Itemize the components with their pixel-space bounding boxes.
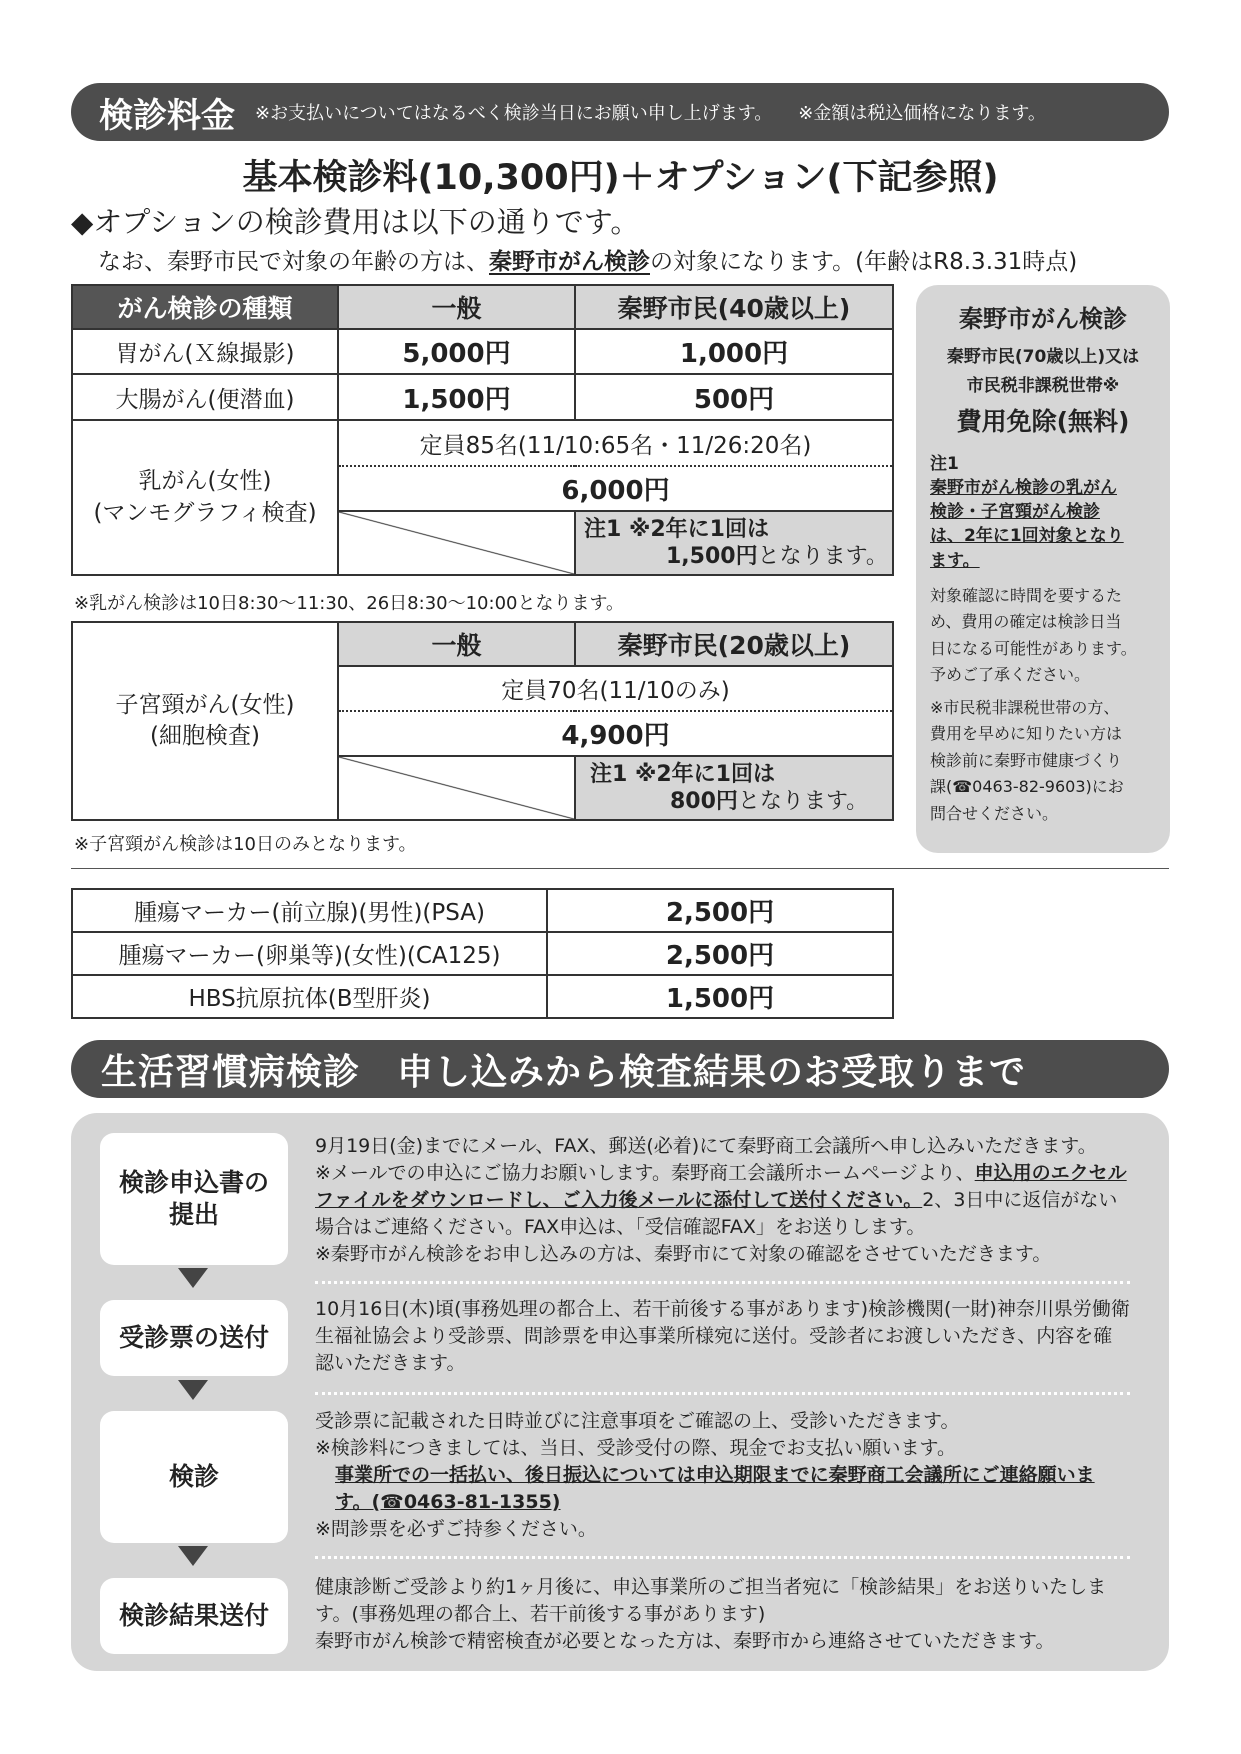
stomach-citizen-price: 1,000円 <box>575 329 893 374</box>
panel-p2-line3: 検診前に秦野市健康づくり <box>930 750 1123 770</box>
panel-note-line2: 検診・子宮頸がん検診 <box>930 502 1100 523</box>
citizen-note <box>98 243 1077 276</box>
arrow-down-icon <box>178 1380 208 1400</box>
step3-text <box>315 1408 1130 1543</box>
row-breast <box>72 420 338 575</box>
step-results: 検診結果送付 <box>100 1578 288 1654</box>
section-divider <box>71 868 1169 869</box>
step3-line2: ※検診料につきましては、当日、受診受付の際、現金でお支払い願います。 <box>315 1436 957 1459</box>
marker-ca125-price: 2,500円 <box>547 932 893 975</box>
marker-ca125: 腫瘍マーカー(卵巣等)(女性)(CA125) <box>72 932 547 975</box>
cervical-note <box>575 756 893 820</box>
step1-line2b: 2、3日中に返信がない場合はご連絡ください。FAX申込は、「受信確認FAX」をお送りします。 <box>315 1188 1118 1238</box>
breast-note-head: 注1 ※2年に1回は <box>584 516 769 542</box>
panel-p2-line1: ※市民税非課税世帯の方、 <box>930 697 1120 717</box>
panel-cond2: 市民税非課税世帯※ <box>966 376 1120 396</box>
panel-p2-line5: 問合せください。 <box>930 804 1059 823</box>
breast-capacity: 定員85名(11/10:65名・11/26:20名) <box>338 420 893 466</box>
city-screening-panel <box>916 285 1170 853</box>
fees-title: 検診料金 <box>99 95 235 136</box>
marker-hbs-price: 1,500円 <box>547 975 893 1018</box>
row-cervical <box>72 622 338 820</box>
cervical-method: (細胞検査) <box>150 723 260 749</box>
step4-text <box>315 1574 1130 1655</box>
step-separator <box>315 1281 1130 1284</box>
breast-note-price: 1,500円 <box>666 544 758 569</box>
panel-p2-line2: 費用を早めに知りたい方は <box>930 724 1123 744</box>
breast-name: 乳がん(女性) <box>138 468 272 495</box>
step3-line4: ※問診票を必ずご持参ください。 <box>315 1517 597 1540</box>
citizen-note-tail: の対象になります。(年齢はR8.3.31時点) <box>650 249 1078 275</box>
step1-text <box>315 1133 1130 1268</box>
step-separator <box>315 1556 1130 1559</box>
step1-line1: 9月19日(金)までにメール、FAX、郵送(必着)にて秦野商工会議所へ申し込みいただきます。 <box>315 1135 1097 1157</box>
step1-excel-instruction: 申込用のエクセルファイルをダウンロードし、ご入力後メールに添付して送付ください。 <box>315 1161 1127 1211</box>
panel-p1-line2: め、費用の確定は検診日当 <box>930 612 1122 632</box>
cervical-empty-cell <box>338 756 575 820</box>
arrow-down-icon <box>178 1268 208 1288</box>
flow-banner <box>71 1040 1169 1098</box>
cervical-note-head: 注1 ※2年に1回は <box>590 761 775 787</box>
step-separator <box>315 1392 1130 1395</box>
cervical-name: 子宮頸がん(女性) <box>115 691 295 718</box>
marker-psa-price: 2,500円 <box>547 889 893 932</box>
step1-line2a: ※メールでの申込にご協力お願いします。秦野商工会議所ホームページより、 <box>315 1161 975 1184</box>
step4-line2: 秦野市がん検診で精密検査が必要となった方は、秦野市から連絡させていただきます。 <box>315 1629 1055 1652</box>
step1-label-2: 提出 <box>168 1200 219 1229</box>
stomach-general-price: 5,000円 <box>338 329 575 374</box>
options-subhead: ◆オプションの検診費用は以下の通りです。 <box>71 205 640 239</box>
payment-note: ※お支払いについてはなるべく検診当日にお願い申し上げます。 <box>255 103 773 124</box>
breast-empty-cell <box>338 511 575 575</box>
cervical-price: 4,900円 <box>338 711 893 756</box>
fee-headline: 基本検診料(10,300円)＋オプション(下記参照) <box>242 158 999 198</box>
breast-footnote: ※乳がん検診は10日8:30～11:30、26日8:30～10:00となります。 <box>74 593 625 614</box>
markers-table <box>71 888 894 1019</box>
header-general: 一般 <box>338 285 575 329</box>
breast-note <box>575 511 893 575</box>
step1-label-1: 検診申込書の <box>118 1167 269 1197</box>
cervical-header-citizen: 秦野市民(20歳以上) <box>575 622 893 666</box>
panel-p1-line3: 日になる可能性があります。 <box>930 638 1137 658</box>
step1-line3: ※秦野市がん検診をお申し込みの方は、秦野市にて対象の確認をさせていただきます。 <box>315 1242 1052 1265</box>
row-colon: 大腸がん(便潜血) <box>72 374 338 420</box>
cervical-footnote: ※子宮頸がん検診は10日のみとなります。 <box>74 834 417 855</box>
panel-p1-line1: 対象確認に時間を要するた <box>930 585 1123 605</box>
panel-note-label: 注1 <box>930 454 959 474</box>
colon-general-price: 1,500円 <box>338 374 575 420</box>
breast-price: 6,000円 <box>338 466 893 511</box>
cervical-capacity: 定員70名(11/10のみ) <box>338 666 893 711</box>
header-citizen: 秦野市民(40歳以上) <box>575 285 893 329</box>
step-examination: 検診 <box>100 1411 288 1543</box>
step-ticket-send: 受診票の送付 <box>100 1300 288 1376</box>
cervical-note-price: 800円 <box>670 789 738 814</box>
step-application <box>100 1133 288 1265</box>
step3-contact: 事業所での一括払い、後日振込については申込期限までに秦野商工会議所にご連絡願います。(☎0463-81-1355) <box>335 1463 1095 1513</box>
cancer-screening-table <box>71 284 894 576</box>
step2-text: 10月16日(木)頃(事務処理の都合上、若干前後する事があります)検診機関(一財)神奈川県労働衛生福祉協会より受診票、問診票を申込事業所様宛に送付。受診者にお渡しいただき、内容を確認いただきます。 <box>315 1298 1130 1374</box>
panel-title: 秦野市がん検診 <box>959 305 1127 333</box>
arrow-down-icon <box>178 1546 208 1566</box>
panel-note-line3: は、2年に1回対象となり <box>930 526 1124 547</box>
marker-psa: 腫瘍マーカー(前立腺)(男性)(PSA) <box>72 889 547 932</box>
cervical-note-tail: となります。 <box>737 789 869 814</box>
panel-p2-line4: 課(☎0463-82-9603)にお <box>930 777 1124 797</box>
marker-hbs: HBS抗原抗体(B型肝炎) <box>72 975 547 1018</box>
fees-banner <box>71 83 1169 141</box>
panel-free: 費用免除(無料) <box>956 407 1130 436</box>
row-stomach: 胃がん(Ｘ線撮影) <box>72 329 338 374</box>
flow-title: 生活習慣病検診 申し込みから検査結果のお受取りまで <box>101 1051 1027 1093</box>
step4-line1: 健康診断ご受診より約1ヶ月後に、申込事業所のご担当者宛に「検診結果」をお送りいたします。(事務処理の都合上、若干前後する事があります) <box>315 1576 1107 1625</box>
panel-note-line1: 秦野市がん検診の乳がん <box>930 478 1117 499</box>
panel-p1-line4: 予めご了承ください。 <box>930 665 1091 685</box>
panel-note-line4: ます。 <box>930 550 980 571</box>
cervical-table <box>71 621 894 821</box>
city-cancer-screening-ref: 秦野市がん検診 <box>489 249 650 275</box>
panel-cond1: 秦野市民(70歳以上)又は <box>946 347 1140 367</box>
breast-method: (マンモグラフィ検査) <box>93 499 317 526</box>
cervical-header-general: 一般 <box>338 622 575 666</box>
citizen-note-text: なお、秦野市民で対象の年齢の方は、 <box>98 249 489 275</box>
colon-citizen-price: 500円 <box>575 374 893 420</box>
step3-line1: 受診票に記載された日時並びに注意事項をご確認の上、受診いただきます。 <box>315 1410 960 1432</box>
tax-note: ※金額は税込価格になります。 <box>798 103 1046 124</box>
breast-note-tail: となります。 <box>757 544 888 569</box>
header-type: がん検診の種類 <box>72 285 338 329</box>
